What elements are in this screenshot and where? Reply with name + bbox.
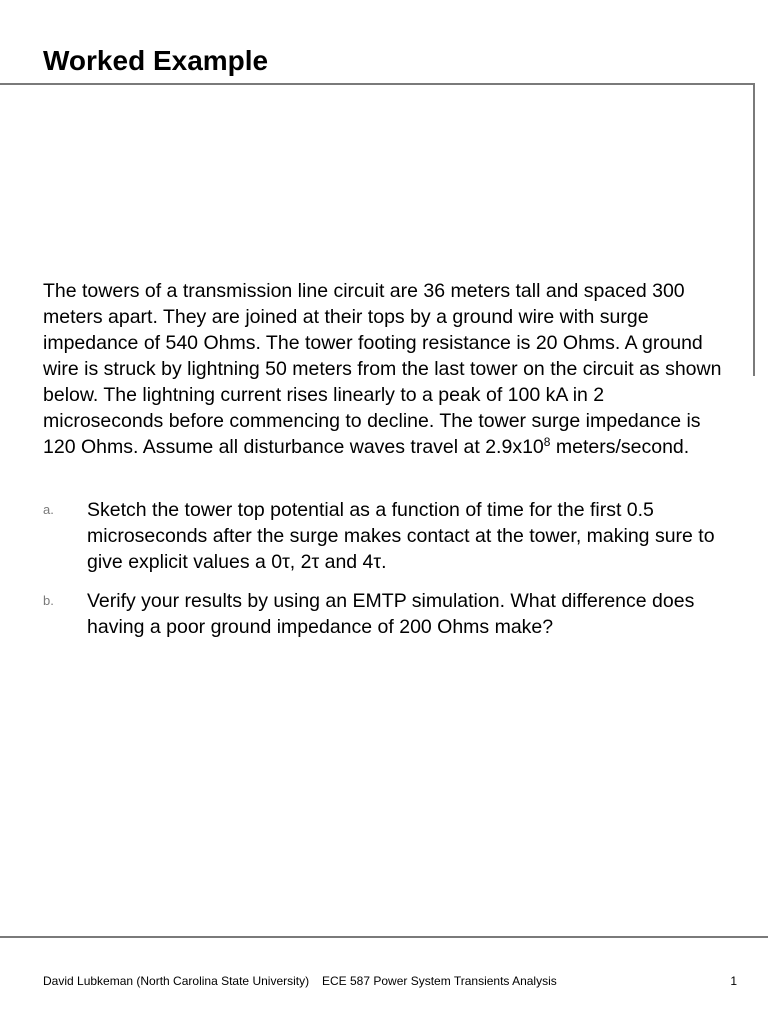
page-number: 1 [730,974,737,988]
list-item-marker: b. [43,593,54,608]
problem-intro-end: meters/second. [550,436,690,458]
problem-intro-text: The towers of a transmission line circuit are 36 meters tall and spaced 300 meters apart. They are joined at their tops by a ground wire with surge impedance of 540 Ohms. The tower footing resistance is 20 Ohms. A ground wire is struck by lightning 50 meters from the last tower on the circuit as shown below. The lightning current rises linearly to a peak of 100 kA in 2 microseconds before commencing to decline. The tower surge impedance is 120 Ohms. Assume all disturbance waves travel at 2.9x10 [43,280,722,458]
right-border-line [753,83,755,376]
speed-exponent: 8 [543,435,551,449]
problem-statement [43,278,723,460]
footer-course: ECE 587 Power System Transients Analysis [322,974,557,988]
footer-divider [0,936,768,938]
problem-paragraph [43,278,723,460]
list-item-text: Sketch the tower top potential as a function of time for the first 0.5 microseconds after the surge makes contact at the tower, making sure to give explicit values a 0τ, 2τ and 4τ. [87,499,715,573]
list-item [43,588,723,640]
footer-author: David Lubkeman (North Carolina State University) [43,974,310,988]
list-item-text: Verify your results by using an EMTP simulation. What difference does having a poor ground impedance of 200 Ohms make? [87,590,695,638]
title-divider [0,83,755,85]
list-item [43,497,723,575]
page-title: Worked Example [43,45,269,76]
list-item-marker: a. [43,502,54,517]
